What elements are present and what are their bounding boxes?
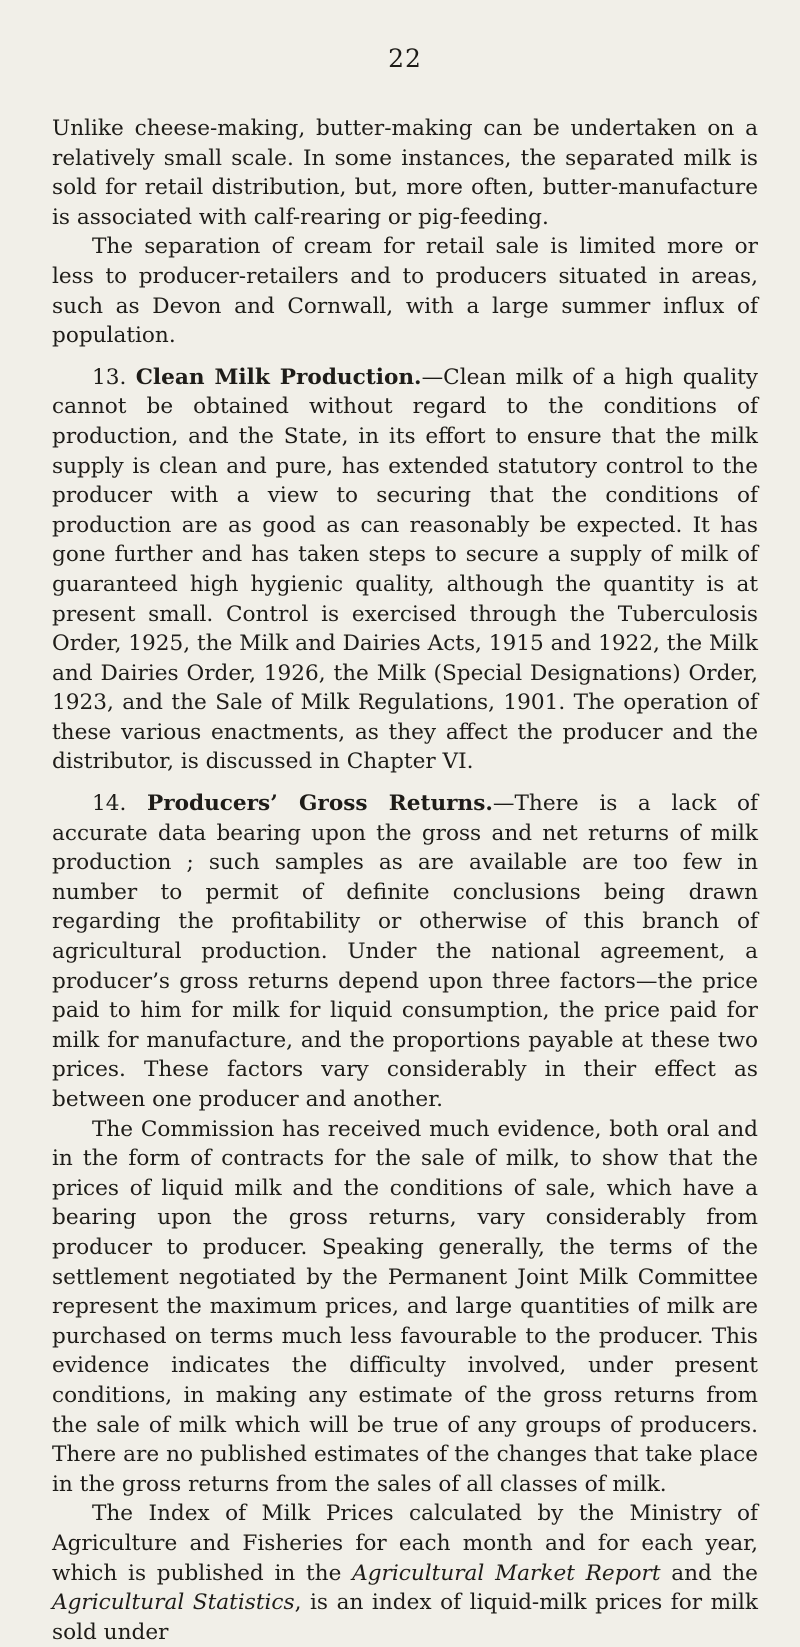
index-text-start: The Index of Milk Prices calculated by the Ministry of Agriculture and Fisheries for each month and for each year, which is published in the — [52, 1501, 758, 1586]
section-14-text: —There is a lack of accurate data bearing upon the gross and net returns of milk production ; such samples as are available are too few in number to permit of definite conclusions being drawn regarding the profitability or otherwise of this branch of agricultural production. Under the national agreement, a producer’s gross returns depend upon three factors—the price paid to him for milk for liquid consumption, the price paid for milk for manufacture, and the proportions payable at these two prices. These factors vary considerably in their effect as between one producer and another. — [52, 791, 758, 1112]
section-14-paragraph — [52, 789, 758, 1115]
section-13-number: 13. — [92, 364, 127, 390]
section-13-heading: Clean Milk Production. — [135, 364, 422, 390]
paragraph-butter-making: Unlike cheese-making, butter-making can be undertaken on a relatively small scale. In some instances, the separated milk is sold for retail distribution, but, more often, butter-manufacture is associated with calf-rearing or pig-feeding. — [52, 116, 758, 230]
paragraph-index-of-milk-prices — [52, 1499, 758, 1647]
section-14-number: 14. — [92, 791, 127, 817]
paragraph-cream-separation: The separation of cream for retail sale is limited more or less to producer-retailers and to producers situated in areas, such as Devon and Cornwall, with a large summer influx of population. — [52, 234, 758, 349]
paragraph-commission-evidence: The Commission has received much evidence, both oral and in the form of contracts for the sale of milk, to show that the prices of liquid milk and the conditions of sale, which have a bearing upon the gross returns, vary considerably from producer to producer. Speaking generally, the terms of the settlement negotiated by the Permanent Joint Milk Committee represent the maximum prices, and large quantities of milk are purchased on terms much less favourable to the producer. This evidence indicates the difficulty involved, under present conditions, in making any estimate of the gross returns from the sale of milk which will be true of any groups of producers. There are no published estimates of the changes that take place in the gross returns from the sales of all classes of milk. — [52, 1116, 758, 1497]
index-text-end: , is an index of liquid-milk prices for milk sold under — [52, 1590, 759, 1645]
agricultural-statistics-title: Agricultural Statistics — [52, 1590, 295, 1616]
section-13-text: —Clean milk of a high quality cannot be obtained without regard to the conditions of production, and the State, in its effort to ensure that the milk supply is clean and pure, has extended statutory control to the producer with a view to securing that the conditions of production are as good as can reasonably be expected. It has gone further and has taken steps to secure a supply of milk of guaranteed high hygienic quality, although the quantity is at present small. Control is exercised through the Tuberculosis Order, 1925, the Milk and Dairies Acts, 1915 and 1922, the Milk and Dairies Order, 1926, the Milk (Special Designations) Order, 1923, and the Sale of Milk Regulations, 1901. The operation of these various enactments, as they affect the producer and the distributor, is discussed in Chapter VI. — [52, 364, 758, 775]
section-13-paragraph — [52, 363, 758, 777]
index-text-and: and the — [671, 1560, 758, 1586]
section-14-heading: Producers’ Gross Returns. — [146, 791, 493, 817]
agricultural-market-report-title: Agricultural Market Report — [352, 1560, 661, 1586]
page-number: 22 — [388, 44, 422, 73]
